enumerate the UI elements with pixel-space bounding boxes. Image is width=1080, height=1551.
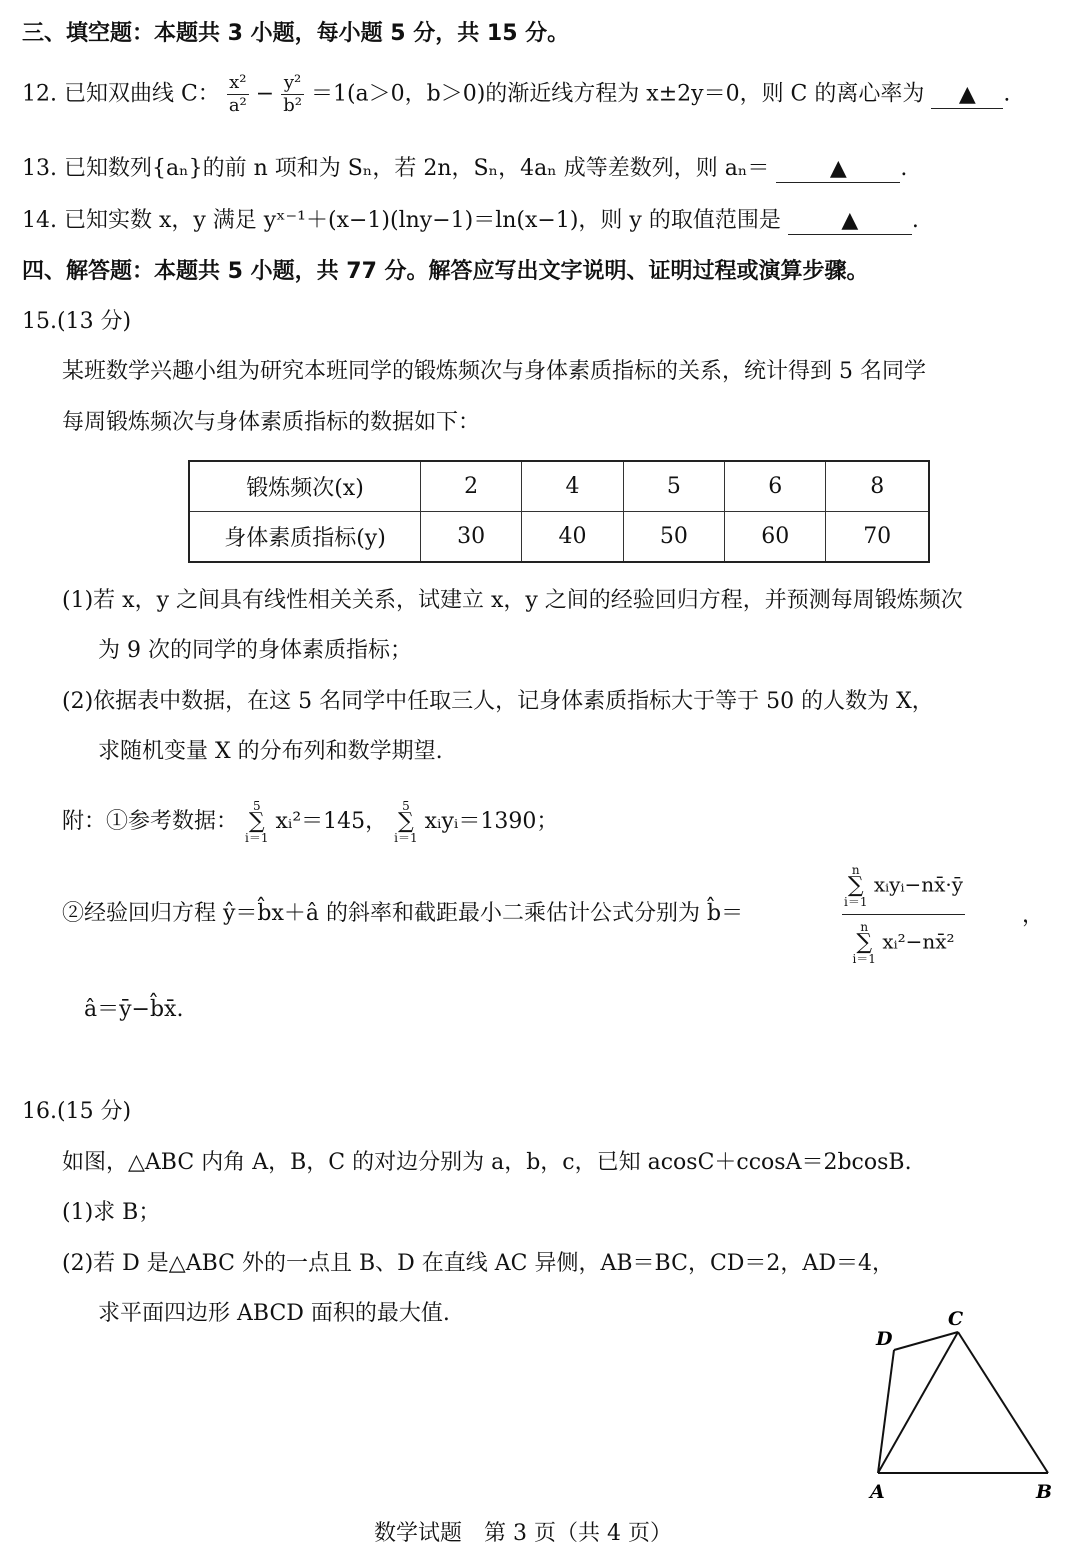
sum-upper: n — [860, 920, 869, 934]
sigma-icon: ∑ — [847, 873, 864, 898]
table-cell: 6 — [725, 461, 826, 512]
table-cell: 5 — [623, 461, 724, 512]
q16-part2-line2: 求平面四边形 ABCD 面积的最大值. — [98, 1301, 450, 1326]
table-cell: 8 — [826, 461, 929, 512]
summation-icon — [245, 800, 268, 844]
q15-intro-line1: 某班数学兴趣小组为研究本班同学的锻炼频次与身体素质指标的关系，统计得到 5 名同学 — [62, 359, 926, 384]
table-cell: 2 — [421, 461, 522, 512]
question-14 — [22, 207, 919, 235]
summation-icon — [394, 800, 417, 844]
slope-numerator — [842, 864, 965, 915]
note1-ref1: xᵢ²＝145， — [275, 809, 388, 834]
q16-part2-line1: (2)若 D 是△ABC 外的一点且 B、D 在直线 AC 异侧，AB＝BC，CD＝2，AD＝4， — [62, 1251, 894, 1276]
label-b: B — [1036, 1481, 1053, 1503]
note1-prefix: 附：①参考数据： — [62, 809, 239, 834]
q13-text: 13. 已知数列{aₙ}的前 n 项和为 Sₙ，若 2n，Sₙ，4aₙ 成等差数列，则 aₙ＝ — [22, 156, 770, 181]
q15-data-table — [188, 460, 930, 563]
q12-answer-blank[interactable] — [931, 82, 1003, 109]
edge-ad — [878, 1350, 894, 1473]
q13-triangle-icon: ▲ — [829, 156, 847, 181]
sum-upper: n — [851, 863, 860, 877]
sigma-icon: ∑ — [398, 809, 414, 834]
edge-ac — [878, 1332, 958, 1473]
q16-part1: (1)求 B； — [62, 1200, 161, 1225]
q12-minus: − — [255, 81, 275, 107]
quadrilateral-figure — [860, 1300, 1060, 1510]
q15-part1-line1: (1)若 x，y 之间具有线性相关关系，试建立 x，y 之间的经验回归方程，并预测每周锻炼频次 — [62, 588, 963, 613]
note1-ref2: xᵢyᵢ＝1390； — [424, 809, 559, 834]
q15-number: 15.(13 分) — [22, 309, 132, 334]
numerator-text: xᵢyᵢ−nx̄·ȳ — [873, 872, 964, 897]
q15-note3: â＝ȳ−b̂x̄. — [84, 997, 184, 1022]
q12-den1: a² — [228, 95, 247, 116]
q12-prefix: 12. 已知双曲线 C： — [22, 81, 220, 107]
q15-part2-line1: (2)依据表中数据，在这 5 名同学中任取三人，记身体素质指标大于等于 50 的人数为 X， — [62, 689, 934, 714]
q13-end: . — [900, 156, 908, 181]
label-c: C — [948, 1308, 964, 1330]
slope-fraction — [842, 864, 965, 965]
table-row-label: 身体素质指标(y) — [189, 512, 421, 563]
table-row — [189, 461, 929, 512]
q15-note2-prefix: ②经验回归方程 ŷ＝b̂x＋â 的斜率和截距最小二乘估计公式分别为 b̂＝ — [62, 901, 744, 926]
edge-bc — [958, 1332, 1048, 1473]
sum-upper: 5 — [252, 799, 261, 813]
summation-icon — [844, 864, 867, 908]
question-13 — [22, 155, 907, 183]
q12-fraction-x — [227, 72, 249, 117]
section4-header: 四、解答题：本题共 5 小题，共 77 分。解答应写出文字说明、证明过程或演算步骤。 — [22, 259, 869, 284]
table-row-label: 锻炼频次(x) — [189, 461, 421, 512]
table-row — [189, 512, 929, 563]
sum-lower: i＝1 — [852, 952, 876, 966]
section3-header: 三、填空题：本题共 3 小题，每小题 5 分，共 15 分。 — [22, 21, 570, 46]
sum-lower: i＝1 — [245, 831, 269, 845]
q16-number: 16.(15 分) — [22, 1099, 132, 1124]
q14-text: 14. 已知实数 x，y 满足 yˣ⁻¹＋(x−1)(lny−1)＝ln(x−1)，则 y 的取值范围是 — [22, 208, 781, 233]
slope-denominator — [842, 915, 965, 965]
q15-note1 — [62, 800, 558, 844]
q12-triangle-icon: ▲ — [958, 81, 976, 107]
q15-note2-end: ， — [1022, 903, 1045, 928]
label-d: D — [876, 1328, 893, 1350]
sigma-icon: ∑ — [248, 809, 265, 834]
q12-num2: y² — [281, 72, 304, 95]
q12-end: . — [1003, 81, 1011, 107]
page-footer: 数学试题 第 3 页（共 4 页） — [374, 1521, 672, 1546]
table-cell: 4 — [522, 461, 623, 512]
q15-part1-line2: 为 9 次的同学的身体素质指标； — [98, 638, 412, 663]
q14-answer-blank[interactable] — [788, 208, 912, 235]
q14-triangle-icon: ▲ — [841, 208, 859, 233]
sum-lower: i＝1 — [394, 831, 418, 845]
q13-answer-blank[interactable] — [776, 156, 900, 183]
sigma-icon: ∑ — [856, 930, 873, 955]
label-a: A — [870, 1481, 885, 1503]
table-cell: 70 — [826, 512, 929, 563]
q12-fraction-y — [281, 72, 304, 117]
q14-end: . — [911, 208, 919, 233]
table-cell: 30 — [421, 512, 522, 563]
sum-upper: 5 — [402, 799, 410, 813]
q12-den2: b² — [283, 95, 302, 116]
q15-note2-fraction — [842, 864, 965, 965]
table-cell: 50 — [623, 512, 724, 563]
table-cell: 60 — [725, 512, 826, 563]
summation-icon — [852, 921, 875, 965]
denominator-text: xᵢ²−nx̄² — [882, 929, 955, 954]
q15-intro-line2: 每周锻炼频次与身体素质指标的数据如下： — [62, 410, 481, 435]
table-cell: 40 — [522, 512, 623, 563]
question-12 — [22, 72, 1010, 117]
sum-lower: i＝1 — [844, 895, 868, 909]
q12-num1: x² — [227, 72, 249, 95]
q15-part2-line2: 求随机变量 X 的分布列和数学期望. — [98, 739, 443, 764]
q16-line1: 如图，△ABC 内角 A，B，C 的对边分别为 a，b，c，已知 acosC＋ccosA＝2bcosB. — [62, 1150, 912, 1175]
q12-suffix: ＝1(a＞0，b＞0)的渐近线方程为 x±2y＝0，则 C 的离心率为 — [310, 81, 925, 107]
